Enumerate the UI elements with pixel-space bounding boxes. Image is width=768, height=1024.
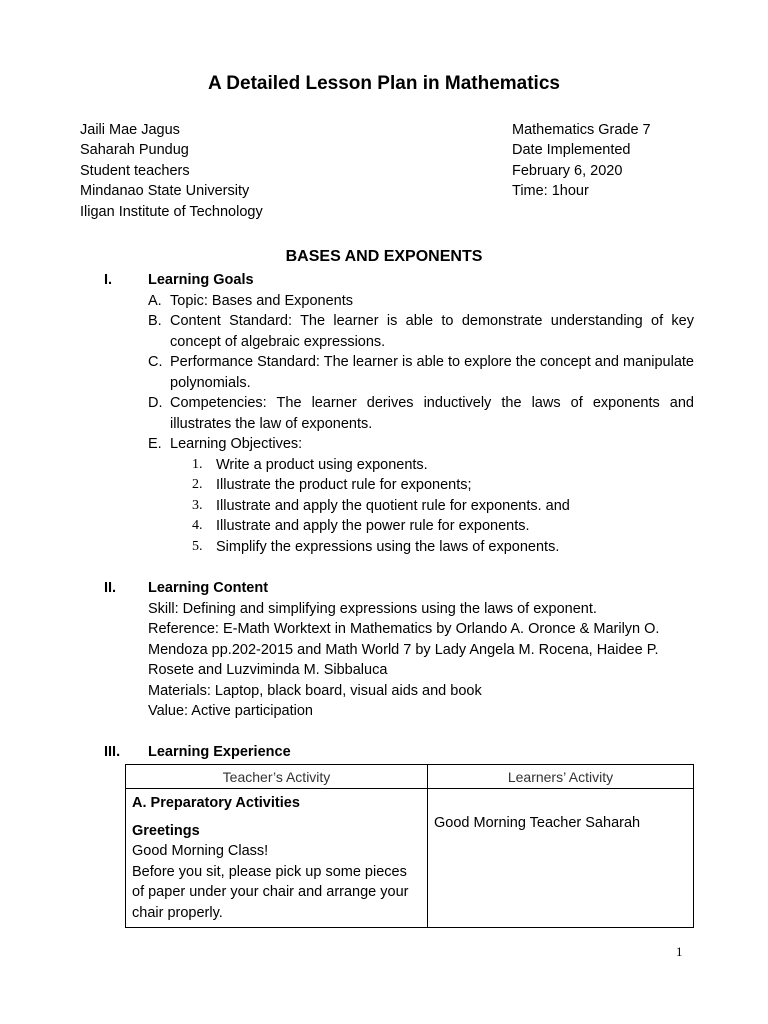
goals-list — [148, 291, 694, 558]
lesson-topic-title: BASES AND EXPONENTS — [285, 248, 483, 265]
teacher-line: chair properly. — [132, 904, 223, 921]
section-numeral: III. — [104, 744, 121, 760]
teacher-line: Good Morning Class! — [132, 843, 269, 859]
author-line: Student teachers — [80, 162, 190, 179]
content-lines — [148, 599, 694, 722]
author-info — [80, 120, 263, 222]
content-line: Rosete and Luzviminda M. Sibbaluca — [148, 662, 388, 678]
greetings-title: Greetings — [132, 823, 200, 839]
section-learning-goals — [104, 270, 694, 557]
list-item — [148, 393, 694, 434]
content-line: Skill: Defining and simplifying expressions using the laws of exponent. — [148, 600, 597, 617]
objective-number: 4. — [192, 518, 203, 533]
teacher-line: of paper under your chair and arrange your — [132, 884, 409, 900]
table-row — [126, 789, 694, 928]
teacher-activity-header: Teacher’s Activity — [126, 765, 428, 789]
section-title: Learning Content — [148, 580, 269, 596]
teacher-cell — [126, 789, 428, 928]
section-numeral: II. — [104, 580, 117, 596]
learner-cell — [428, 789, 694, 928]
document-title: A Detailed Lesson Plan in Mathematics — [208, 73, 560, 94]
page-number: 1 — [676, 944, 683, 959]
class-info — [512, 120, 651, 202]
class-info-line: February 6, 2020 — [512, 162, 623, 179]
list-letter: E. — [148, 436, 162, 452]
learners-activity-header: Learners’ Activity — [428, 765, 694, 789]
objective-item — [192, 537, 694, 558]
objective-item — [192, 516, 694, 537]
class-info-line: Mathematics Grade 7 — [512, 122, 651, 138]
table-header-row — [126, 765, 694, 789]
list-item — [148, 311, 694, 352]
objective-text: Illustrate the product rule for exponents; — [216, 477, 472, 493]
section-heading — [104, 742, 694, 763]
list-letter: D. — [148, 395, 163, 411]
objective-text: Simplify the expressions using the laws of exponents. — [216, 538, 560, 555]
objective-number: 1. — [192, 456, 203, 472]
objective-text: Illustrate and apply the power rule for exponents. — [216, 518, 530, 534]
objective-item — [192, 475, 694, 496]
list-text: Performance Standard: The learner is able to explore the concept and manipulate polynomials. — [170, 354, 694, 391]
list-item — [148, 291, 694, 312]
objective-number: 5. — [192, 538, 203, 554]
list-letter: B. — [148, 313, 162, 329]
activity-table — [125, 764, 694, 928]
section-title: Learning Experience — [148, 744, 291, 760]
list-item — [148, 352, 694, 393]
class-info-line: Date Implemented — [512, 142, 631, 159]
content-line: Value: Active participation — [148, 703, 313, 719]
list-letter: C. — [148, 354, 163, 370]
objective-item — [192, 496, 694, 517]
class-info-line: Time: 1hour — [512, 183, 589, 200]
author-line: Mindanao State University — [80, 183, 250, 200]
teacher-line: Before you sit, please pick up some pieces — [132, 863, 407, 880]
list-item — [148, 434, 694, 455]
section-learning-content — [104, 578, 694, 722]
learner-response: Good Morning Teacher Saharah — [434, 815, 641, 831]
list-letter: A. — [148, 292, 162, 309]
objective-text: Illustrate and apply the quotient rule for exponents. and — [216, 497, 570, 514]
section-numeral: I. — [104, 272, 113, 288]
objective-number: 3. — [192, 497, 203, 513]
content-line: Materials: Laptop, black board, visual aids and book — [148, 682, 482, 699]
author-line: Jaili Mae Jagus — [80, 122, 180, 138]
content-line: Mendoza pp.202-2015 and Math World 7 by Lady Angela M. Rocena, Haidee P. — [148, 641, 659, 658]
objectives-list — [192, 455, 694, 558]
list-text: Learning Objectives: — [170, 436, 303, 452]
objective-number: 2. — [192, 477, 203, 492]
author-line: Saharah Pundug — [80, 142, 189, 159]
section-heading — [104, 270, 694, 291]
author-line: Iligan Institute of Technology — [80, 203, 263, 220]
content-line: Reference: E-Math Worktext in Mathematics by Orlando A. Oronce & Marilyn O. — [148, 621, 660, 637]
section-learning-experience — [104, 742, 694, 763]
list-text: Topic: Bases and Exponents — [170, 292, 353, 309]
preparatory-activities-title: A. Preparatory Activities — [132, 795, 300, 811]
list-text: Competencies: The learner derives inductively the laws of exponents and illustrates the law of exponents. — [170, 395, 694, 432]
section-title: Learning Goals — [148, 272, 254, 288]
list-text: Content Standard: The learner is able to demonstrate understanding of key concept of algebraic expressions. — [170, 313, 694, 350]
objective-item — [192, 455, 694, 476]
objective-text: Write a product using exponents. — [216, 456, 428, 473]
section-heading — [104, 578, 694, 599]
